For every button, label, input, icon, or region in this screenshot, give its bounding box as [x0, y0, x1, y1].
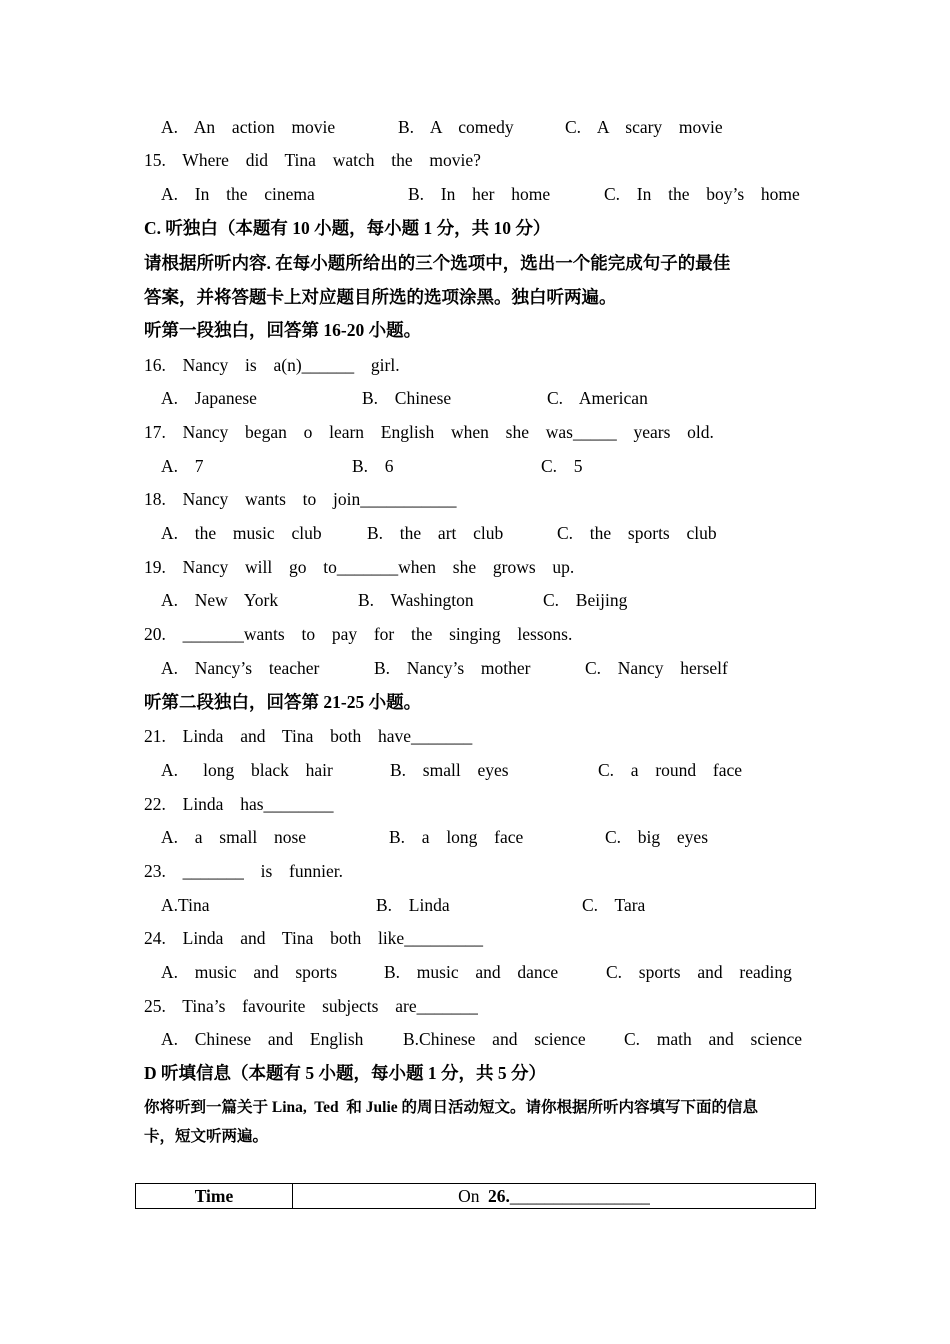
q20-question: 20. _______wants to pay for the singing lessons.	[144, 624, 573, 644]
q23-question: 23. _______ is funnier.	[144, 861, 343, 881]
q15-option-b: B. In her home	[408, 184, 551, 204]
q21-option-a: A. long black hair	[161, 760, 333, 780]
q14-option-c: C. A scary movie	[565, 117, 723, 137]
section-d-title: D 听填信息（本题有 5 小题，每小题 1 分，共 5 分）	[144, 1063, 547, 1083]
q22-option-c: C. big eyes	[605, 827, 709, 847]
q25-question: 25. Tina’s favourite subjects are_______	[144, 996, 478, 1016]
q19-option-b: B. Washington	[358, 590, 474, 610]
q15-option-a: A. In the cinema	[161, 184, 315, 204]
q20-option-a: A. Nancy’s teacher	[161, 658, 320, 678]
section-c-instruction-2: 答案，并将答题卡上对应题目所选的选项涂黑。独白听两遍。	[144, 287, 617, 307]
q25-option-a: A. Chinese and English	[161, 1029, 364, 1049]
q22-option-b: B. a long face	[389, 827, 524, 847]
q18-question: 18. Nancy wants to join___________	[144, 489, 457, 509]
q23-option-a: A.Tina	[161, 895, 210, 915]
q20-option-b: B. Nancy’s mother	[374, 658, 531, 678]
q17-option-c: C. 5	[541, 456, 583, 476]
time-value-cell[interactable]	[293, 1184, 816, 1209]
q22-option-a: A. a small nose	[161, 827, 307, 847]
info-card-table	[135, 1183, 816, 1209]
q14-option-b: B. A comedy	[398, 117, 514, 137]
q18-option-a: A. the music club	[161, 523, 322, 543]
q24-option-b: B. music and dance	[384, 962, 559, 982]
section-c-part2: 听第二段独白，回答第 21-25 小题。	[144, 692, 422, 712]
table-row	[136, 1184, 816, 1209]
q23-option-c: C. Tara	[582, 895, 646, 915]
blank-26-number: 26.	[487, 1185, 510, 1206]
q22-question: 22. Linda has________	[144, 794, 334, 814]
q15-option-c: C. In the boy’s home	[604, 184, 800, 204]
section-d-instruction-2: 卡，短文听两遍。	[144, 1128, 269, 1145]
section-c-instruction-1: 请根据所听内容. 在每小题所给出的三个选项中，选出一个能完成句子的最佳	[144, 253, 731, 273]
section-c-title: C. 听独白（本题有 10 小题，每小题 1 分，共 10 分）	[144, 218, 551, 238]
q19-option-c: C. Beijing	[543, 590, 628, 610]
q14-option-a: A. An action movie	[161, 117, 336, 137]
q16-question: 16. Nancy is a(n)______ girl.	[144, 355, 400, 375]
q16-option-a: A. Japanese	[161, 388, 257, 408]
time-label-cell: Time	[136, 1184, 293, 1209]
q18-option-b: B. the art club	[367, 523, 504, 543]
q19-option-a: A. New York	[161, 590, 279, 610]
q21-option-b: B. small eyes	[390, 760, 509, 780]
q21-option-c: C. a round face	[598, 760, 743, 780]
q18-option-c: C. the sports club	[557, 523, 717, 543]
q17-option-b: B. 6	[352, 456, 394, 476]
q21-question: 21. Linda and Tina both have_______	[144, 726, 473, 746]
q24-option-a: A. music and sports	[161, 962, 338, 982]
q24-question: 24. Linda and Tina both like_________	[144, 928, 483, 948]
blank-26-line[interactable]: ________________	[509, 1185, 650, 1206]
q16-option-b: B. Chinese	[362, 388, 452, 408]
section-d-instruction-1: 你将听到一篇关于 Lina, Ted 和 Julie 的周日活动短文。请你根据所听内容填写下面的信息	[144, 1099, 759, 1116]
q16-option-c: C. American	[547, 388, 648, 408]
section-c-part1: 听第一段独白，回答第 16-20 小题。	[144, 320, 422, 340]
q25-option-c: C. math and science	[624, 1029, 803, 1049]
q17-option-a: A. 7	[161, 456, 204, 476]
q24-option-c: C. sports and reading	[606, 962, 792, 982]
q25-option-b: B.Chinese and science	[403, 1029, 586, 1049]
q17-question: 17. Nancy began o learn English when she was_____ years old.	[144, 422, 714, 442]
q20-option-c: C. Nancy herself	[585, 658, 728, 678]
q19-question: 19. Nancy will go to_______when she grows up.	[144, 557, 575, 577]
q23-option-b: B. Linda	[376, 895, 450, 915]
q15-question: 15. Where did Tina watch the movie?	[144, 150, 481, 170]
time-value-prefix: On	[458, 1185, 488, 1206]
